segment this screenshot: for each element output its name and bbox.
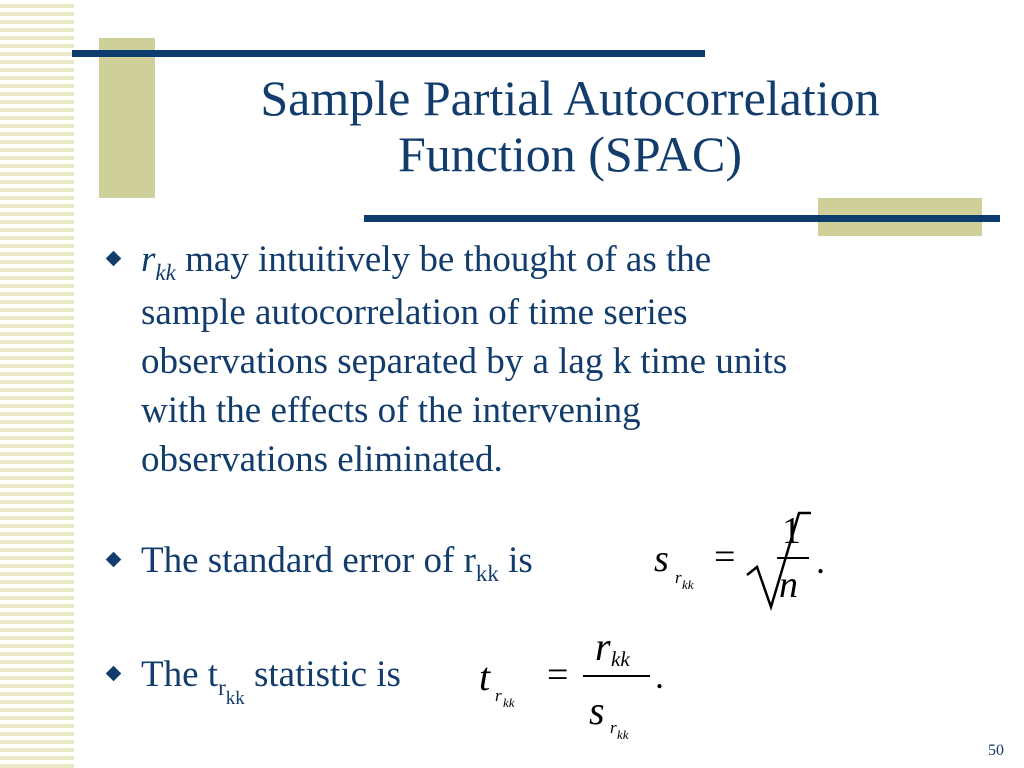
bullet-1-text — [141, 235, 961, 484]
bullet-diamond-icon — [106, 666, 122, 682]
se-lhs-sub-r: r — [675, 568, 682, 587]
rkk-symbol: r — [141, 239, 156, 280]
standard-error-formula — [650, 505, 840, 620]
bullet-2-text — [141, 536, 533, 589]
slide-title-line-2: Function (SPAC) — [397, 126, 743, 182]
bullet-3-sub-r: r — [218, 675, 226, 700]
se-lhs-s: s — [654, 538, 669, 580]
bullet-1-line-1: may intuitively be thought of as the — [175, 239, 712, 280]
se-lhs-subsub-kk: kk — [682, 577, 694, 592]
t-den-subsub-kk: kk — [617, 727, 629, 742]
bullet-2-subscript: kk — [475, 561, 499, 586]
t-lhs-sub-r: r — [495, 686, 502, 705]
t-lhs-t: t — [479, 654, 491, 699]
se-equals: = — [714, 536, 736, 578]
t-den-s: s — [589, 688, 605, 733]
bullet-3-suffix: statistic is — [244, 654, 401, 695]
t-lhs-subsub-kk: kk — [503, 695, 515, 710]
decorative-tan-block-left — [99, 38, 155, 198]
bullet-1-line-4: with the effects of the intervening — [141, 390, 641, 431]
bullet-diamond-icon — [106, 552, 122, 568]
slide-title — [160, 70, 980, 182]
decorative-stripe-bar — [0, 0, 74, 768]
t-num-r: r — [595, 624, 611, 669]
t-equals: = — [547, 654, 569, 696]
bullet-2-prefix: The standard error of r — [141, 540, 476, 581]
bullet-1-line-5: observations eliminated. — [141, 439, 503, 480]
t-num-sub-kk: kk — [611, 647, 630, 671]
bullet-3-text — [141, 650, 401, 709]
title-rule-bottom — [364, 215, 1000, 222]
t-period: . — [655, 656, 664, 696]
t-statistic-formula — [475, 625, 685, 753]
bullet-1-line-2: sample autocorrelation of time series — [141, 292, 688, 333]
slide-title-line-1: Sample Partial Autocorrelation — [260, 70, 880, 126]
rkk-subscript: kk — [155, 260, 176, 285]
se-fraction-bar — [777, 557, 809, 559]
bullet-1-line-3: observations separated by a lag k time units — [141, 341, 788, 382]
bullet-3-sub-kk: kk — [225, 688, 245, 709]
bullet-diamond-icon — [106, 251, 122, 267]
t-den-sub-r: r — [610, 718, 617, 737]
se-denominator: n — [779, 564, 798, 606]
se-period: . — [816, 541, 825, 581]
bullet-2-suffix: is — [498, 540, 533, 581]
bullet-3-prefix: The t — [141, 654, 219, 695]
title-rule-top — [72, 50, 705, 57]
t-fraction-bar — [583, 675, 650, 677]
page-number: 50 — [988, 742, 1004, 759]
se-numerator: 1 — [782, 510, 801, 552]
